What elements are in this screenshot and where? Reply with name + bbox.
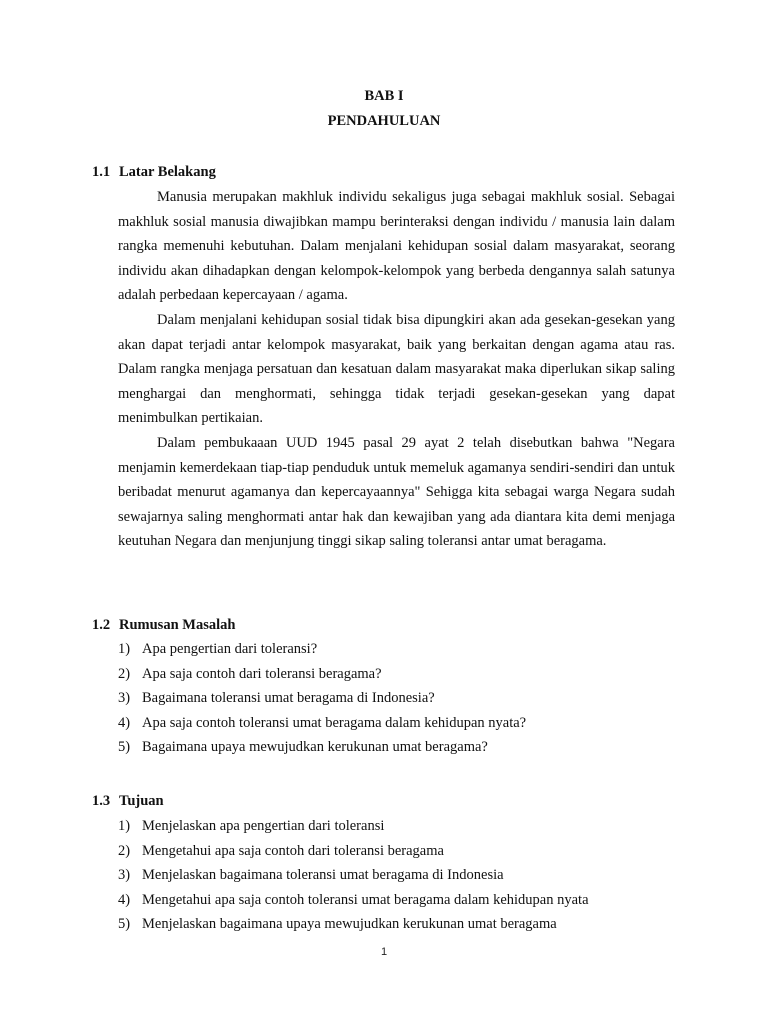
- section-heading-rumusan-masalah: [92, 616, 235, 634]
- list-item-text: Apa pengertian dari toleransi?: [142, 641, 318, 657]
- list-item-text: Menjelaskan bagaimana upaya mewujudkan kerukunan umat beragama: [142, 916, 557, 933]
- list-item: [118, 662, 526, 687]
- paragraph: Manusia merupakan makhluk individu sekaligus juga sebagai makhluk sosial. Sebagai makhluk sosial manusia diwajibkan mampu berinteraksi dengan individu / manusia lain dalam rangka memenuhi kebutuhan. Dalam menjalani kehidupan sosial dalam masyarakat, seorang individu akan dihadapkan dengan kelompok-kelompok yang berbeda dengannya salah satunya adalah perbedaan kepercayaan / agama.: [118, 189, 675, 304]
- section-number: 1.2: [92, 617, 111, 633]
- section-heading-latar-belakang: [92, 163, 216, 181]
- tujuan-list: [118, 814, 589, 937]
- list-item-text: Mengetahui apa saja contoh dari toleransi beragama: [142, 842, 444, 859]
- list-item-text: Menjelaskan bagaimana toleransi umat beragama di Indonesia: [142, 867, 504, 884]
- list-item: [118, 637, 526, 662]
- list-marker: 1): [118, 641, 131, 657]
- list-item: [118, 686, 526, 711]
- list-marker: 2): [118, 842, 131, 859]
- list-marker: 4): [118, 714, 131, 731]
- page-number: 1: [380, 946, 388, 958]
- list-item: [118, 814, 589, 839]
- list-marker: 2): [118, 665, 131, 682]
- list-item-text: Menjelaskan apa pengertian dari toleransi: [142, 818, 385, 834]
- list-marker: 5): [118, 916, 131, 933]
- section-title: Tujuan: [119, 793, 164, 809]
- list-item: [118, 839, 589, 864]
- list-marker: 1): [118, 818, 131, 834]
- list-item-text: Bagaimana toleransi umat beragama di Indonesia?: [142, 690, 435, 707]
- section-number: 1.1: [92, 164, 111, 180]
- section-heading-tujuan: [92, 792, 164, 810]
- chapter-label: BAB I: [364, 88, 404, 104]
- list-marker: 4): [118, 891, 131, 908]
- list-marker: 5): [118, 739, 131, 756]
- list-marker: 3): [118, 867, 131, 884]
- list-item: [118, 888, 589, 913]
- section-number: 1.3: [92, 793, 111, 809]
- list-item-text: Apa saja contoh toleransi umat beragama dalam kehidupan nyata?: [142, 714, 527, 731]
- list-item: [118, 711, 526, 736]
- chapter-title: PENDAHULUAN: [327, 113, 441, 129]
- list-item-text: Mengetahui apa saja contoh toleransi umat beragama dalam kehidupan nyata: [142, 891, 589, 908]
- list-item: [118, 912, 589, 937]
- paragraph: Dalam pembukaaan UUD 1945 pasal 29 ayat 2 telah disebutkan bahwa "Negara menjamin kemerdekaan tiap-tiap penduduk untuk memeluk agamanya sendiri-sendiri dan untuk beribadat menurut agamanya dan kepercayaannya" Sehigga kita sebagai warga Negara sudah sewajarnya saling menghormati antar hak dan kewajiban yang ada diantara kita demi menjaga keutuhan Negara dan menjunjung tinggi sikap saling toleransi antar umat beragama.: [118, 434, 675, 550]
- list-item-text: Apa saja contoh dari toleransi beragama?: [142, 665, 382, 682]
- paragraph: Dalam menjalani kehidupan sosial tidak bisa dipungkiri akan ada gesekan-gesekan yang akan dapat terjadi antar kelompok masyarakat, baik yang berkaitan dengan agama atau ras. Dalam rangka menjaga persatuan dan kesatuan dalam masyarakat maka diperlukan sikap saling menghargai dan menghormati, sehingga tidak terjadi gesekan-gesekan yang dapat menimbulkan pertikaian.: [118, 311, 675, 427]
- section-title: Latar Belakang: [119, 164, 216, 180]
- rumusan-masalah-list: [118, 637, 526, 760]
- list-item: [118, 863, 589, 888]
- list-item: [118, 735, 526, 760]
- section-body-latar-belakang: [118, 185, 675, 554]
- list-marker: 3): [118, 690, 131, 707]
- section-title: Rumusan Masalah: [119, 617, 236, 633]
- list-item-text: Bagaimana upaya mewujudkan kerukunan umat beragama?: [142, 739, 488, 756]
